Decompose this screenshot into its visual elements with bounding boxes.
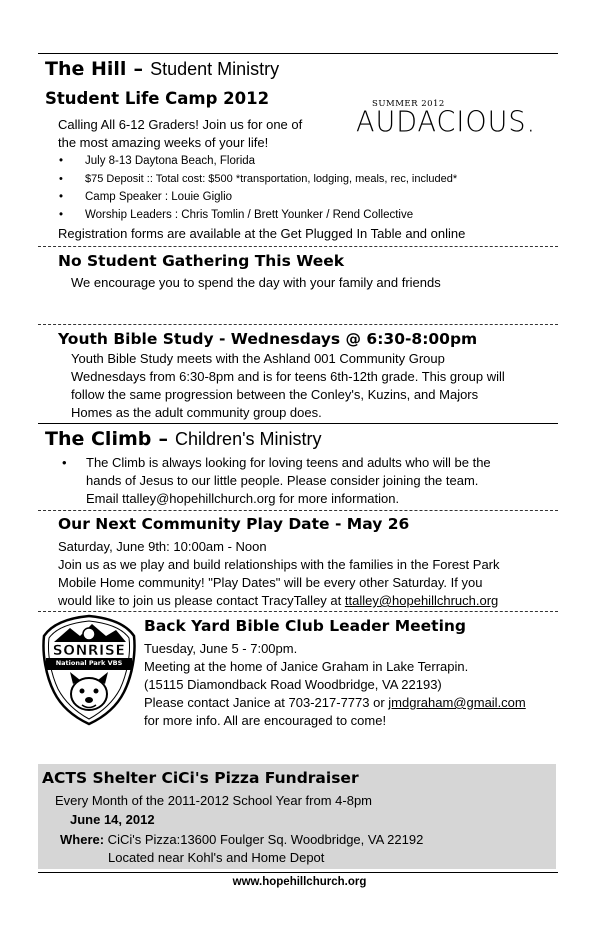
climb-title: The Climb: [45, 428, 152, 450]
backyard-line: (15115 Diamondback Road Woodbridge, VA 22193): [144, 677, 442, 692]
list-item: • Camp Speaker : Louie Giglio: [55, 188, 555, 206]
acts-heading: ACTS Shelter CiCi's Pizza Fundraiser: [42, 769, 359, 787]
acts-where-label: Where:: [60, 832, 105, 847]
play-date-when: Saturday, June 9th: 10:00am - Noon: [58, 539, 267, 554]
hill-title: The Hill: [45, 58, 127, 80]
audacious-logo: [348, 85, 544, 143]
acts-where-text: CiCi's Pizza:13600 Foulger Sq. Woodbridge, VA 22192: [104, 832, 424, 847]
logo-band-text: National Park VBS: [55, 659, 123, 667]
acts-date: June 14, 2012: [70, 812, 155, 827]
youth-study-line: Wednesdays from 6:30-8pm and is for teens 6th-12th grade. This group will: [71, 369, 505, 384]
play-date-contact-text: would like to join us please contact TracyTalley at: [58, 593, 345, 608]
acts-where: [60, 831, 423, 849]
list-item: • July 8-13 Daytona Beach, Florida: [55, 152, 555, 170]
backyard-line: Tuesday, June 5 - 7:00pm.: [144, 641, 298, 656]
logo-tagline: SUMMER 2012: [372, 99, 445, 109]
no-gathering-heading: No Student Gathering This Week: [58, 252, 345, 270]
youth-study-body: [71, 350, 505, 422]
climb-line: hands of Jesus to our little people. Please consider joining the team.: [86, 473, 479, 488]
logo-wordmark: AUDACIOUS.: [356, 106, 537, 139]
camp-intro-line-1: Calling All 6-12 Graders! Join us for one of: [58, 117, 303, 132]
youth-study-line: follow the same progression between the Conley's, Kuzins, and Majors: [71, 387, 479, 402]
play-date-contact: [58, 592, 500, 610]
acts-near: Located near Kohl's and Home Depot: [108, 850, 325, 865]
climb-subtitle: Children's Ministry: [175, 429, 322, 449]
play-date-email-link[interactable]: ttalley@hopehillchruch.org: [344, 593, 499, 608]
bullet-icon: •: [62, 455, 67, 470]
backyard-contact-text: Please contact Janice at 703-217-7773 or: [144, 695, 389, 710]
climb-dash: –: [158, 428, 168, 450]
footer-website-link[interactable]: www.hopehillchurch.org: [232, 876, 367, 888]
play-date-line: Mobile Home community! "Play Dates" will be every other Saturday. If you: [58, 575, 483, 590]
play-date-heading: Our Next Community Play Date - May 26: [58, 515, 410, 533]
camp-intro: [58, 116, 302, 152]
camp-heading: Student Life Camp 2012: [45, 89, 270, 108]
climb-body: [58, 454, 558, 508]
climb-section-header: [45, 428, 322, 450]
list-item: • $75 Deposit :: Total cost: $500 *transportation, lodging, meals, rec, included*: [55, 170, 555, 188]
play-date-body: [58, 538, 500, 610]
play-date-line: Join us as we play and build relationships with the families in the Forest Park: [58, 557, 500, 572]
list-item: • Worship Leaders : Chris Tomlin / Brett Younker / Rend Collective: [55, 206, 555, 224]
hill-subtitle: Student Ministry: [150, 59, 280, 79]
logo-word: SONRISE: [52, 643, 126, 659]
divider: [38, 510, 558, 511]
sonrise-vbs-logo: [40, 614, 138, 726]
backyard-closing: for more info. All are encouraged to come!: [144, 713, 387, 728]
climb-line-text: The Climb is always looking for loving teens and adults who will be the: [86, 455, 491, 470]
youth-study-line: Homes as the adult community group does.: [71, 405, 322, 420]
backyard-heading: Back Yard Bible Club Leader Meeting: [144, 617, 467, 635]
backyard-body: [144, 640, 526, 730]
sonrise-badge-icon: [40, 614, 138, 726]
divider: [38, 324, 558, 325]
youth-study-heading: Youth Bible Study - Wednesdays @ 6:30-8:00pm: [58, 330, 478, 348]
acts-line-1: Every Month of the 2011-2012 School Year from 4-8pm: [55, 793, 373, 808]
youth-study-line: Youth Bible Study meets with the Ashland 001 Community Group: [71, 351, 445, 366]
bottom-divider: [38, 872, 558, 873]
divider: [38, 246, 558, 247]
top-divider: [38, 53, 558, 54]
backyard-line: Meeting at the home of Janice Graham in Lake Terrapin.: [144, 659, 469, 674]
divider: [38, 611, 558, 612]
section-divider: [38, 423, 558, 424]
hill-section-header: [45, 58, 279, 80]
backyard-contact: [144, 694, 526, 712]
climb-line: Email ttalley@hopehillchurch.org for more information.: [86, 491, 400, 506]
hill-dash: –: [133, 58, 144, 80]
backyard-email-link[interactable]: jmdgraham@gmail.com: [388, 695, 526, 710]
camp-intro-line-2: the most amazing weeks of your life!: [58, 135, 269, 150]
no-gathering-text: We encourage you to spend the day with your family and friends: [71, 275, 441, 290]
climb-line: [58, 454, 558, 472]
camp-details-list: [55, 152, 555, 224]
camp-registration: Registration forms are available at the Get Plugged In Table and online: [58, 226, 466, 241]
